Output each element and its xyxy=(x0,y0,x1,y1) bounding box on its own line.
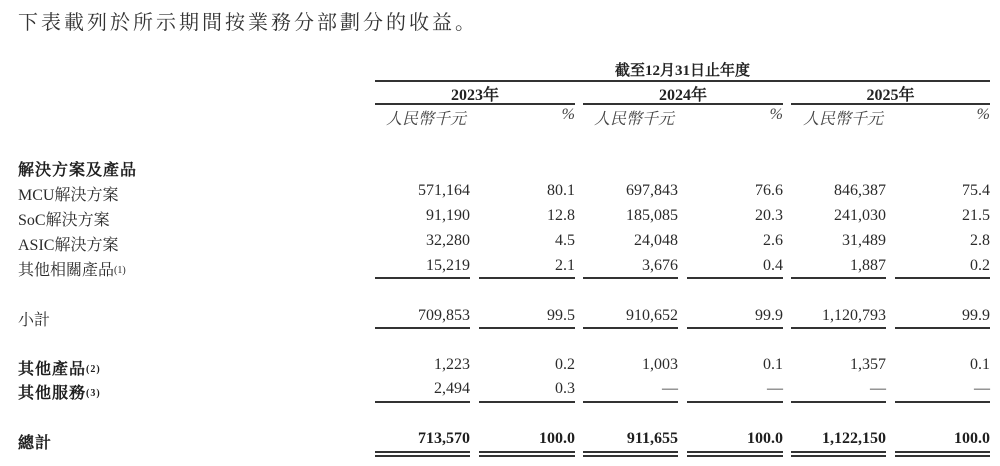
section-heading: 解決方案及產品 xyxy=(18,162,138,179)
total-double-rule xyxy=(895,451,990,457)
cell-2023-pct: 2.1 xyxy=(555,257,575,274)
subtotal-rule-lower xyxy=(687,327,783,329)
table-row-asic xyxy=(0,232,1000,254)
total-double-rule xyxy=(791,451,886,457)
row-label: 其他產品$^{(2)}$ xyxy=(18,361,101,378)
cell-2025-pct: 99.9 xyxy=(962,307,990,324)
cell-2024-amount: 697,843 xyxy=(626,182,678,199)
total-rule-upper xyxy=(687,401,783,403)
cell-2024-amount: — xyxy=(662,380,678,397)
row-label: 其他相關產品$^{(1)}$ xyxy=(18,262,126,279)
cell-2025-amount: 1,887 xyxy=(850,257,886,274)
subtotal-rule-lower xyxy=(791,327,886,329)
row-label: 總計 xyxy=(18,435,53,452)
cell-2023-pct: 100.0 xyxy=(539,430,575,447)
row-label: 其他服務$^{(3)}$ xyxy=(18,385,101,402)
cell-2024-amount: 910,652 xyxy=(626,307,678,324)
unit-label-2024: 人民幣千元 xyxy=(594,111,675,128)
footnote-ref: (2) xyxy=(86,364,101,375)
year-2023-header: 2023年 xyxy=(450,87,499,104)
footnote-ref: (1) xyxy=(114,265,126,276)
row-label: 小計 xyxy=(18,312,51,329)
cell-2025-pct: 100.0 xyxy=(954,430,990,447)
subtotal-rule-upper xyxy=(895,277,990,279)
total-rule-upper xyxy=(791,401,886,403)
unit-label-2025: 人民幣千元 xyxy=(803,111,884,128)
subtotal-rule-upper xyxy=(687,277,783,279)
cell-2024-pct: — xyxy=(767,380,783,397)
cell-2025-pct: 2.8 xyxy=(970,232,990,249)
cell-2023-amount: 709,853 xyxy=(418,307,470,324)
cell-2025-amount: 1,120,793 xyxy=(822,307,886,324)
cell-2023-pct: 0.2 xyxy=(555,356,575,373)
intro-text: 下表載列於所示期間按業務分部劃分的收益。 xyxy=(18,12,478,34)
cell-2023-pct: 99.5 xyxy=(547,307,575,324)
cell-2025-amount: 1,122,150 xyxy=(822,430,886,447)
total-rule-upper xyxy=(583,401,678,403)
cell-2024-amount: 185,085 xyxy=(626,207,678,224)
pct-label-2025: % xyxy=(976,106,990,123)
cell-2023-pct: 12.8 xyxy=(547,207,575,224)
cell-2025-amount: 241,030 xyxy=(834,207,886,224)
cell-2025-amount: 846,387 xyxy=(834,182,886,199)
cell-2025-pct: 0.1 xyxy=(970,356,990,373)
total-double-rule xyxy=(375,451,470,457)
cell-2023-pct: 0.3 xyxy=(555,380,575,397)
cell-2024-amount: 1,003 xyxy=(642,356,678,373)
period-header: 截至12月31日止年度 xyxy=(614,63,750,79)
cell-2024-pct: 2.6 xyxy=(763,232,783,249)
subtotal-rule-lower xyxy=(895,327,990,329)
cell-2024-amount: 911,655 xyxy=(626,430,678,447)
unit-label-2023: 人民幣千元 xyxy=(386,111,467,128)
subtotal-rule-upper xyxy=(479,277,575,279)
row-label: ASIC解決方案 xyxy=(18,237,119,254)
subtotal-rule-upper xyxy=(375,277,470,279)
table-row-subtotal xyxy=(0,307,1000,329)
cell-2025-amount: — xyxy=(870,380,886,397)
year-rule-2025 xyxy=(791,103,990,105)
subtotal-rule-lower xyxy=(583,327,678,329)
row-label: MCU解決方案 xyxy=(18,187,119,204)
cell-2023-amount: 1,223 xyxy=(434,356,470,373)
total-double-rule xyxy=(479,451,575,457)
table-row-other-products xyxy=(0,356,1000,378)
total-double-rule xyxy=(583,451,678,457)
cell-2025-pct: — xyxy=(974,380,990,397)
cell-2024-pct: 100.0 xyxy=(747,430,783,447)
cell-2023-pct: 4.5 xyxy=(555,232,575,249)
subtotal-rule-lower xyxy=(375,327,470,329)
total-rule-upper xyxy=(895,401,990,403)
cell-2025-amount: 1,357 xyxy=(850,356,886,373)
cell-2023-pct: 80.1 xyxy=(547,182,575,199)
year-2024-header: 2024年 xyxy=(658,87,707,104)
year-2025-header: 2025年 xyxy=(866,87,915,104)
table-row-total xyxy=(0,430,1000,452)
cell-2025-pct: 21.5 xyxy=(962,207,990,224)
cell-2024-pct: 99.9 xyxy=(755,307,783,324)
cell-2024-pct: 0.4 xyxy=(763,257,783,274)
pct-label-2024: % xyxy=(769,106,783,123)
row-label: SoC解決方案 xyxy=(18,212,110,229)
subtotal-rule-upper xyxy=(583,277,678,279)
cell-2023-amount: 15,219 xyxy=(426,257,470,274)
cell-2023-amount: 571,164 xyxy=(418,182,470,199)
year-rule-2024 xyxy=(583,103,783,105)
pct-label-2023: % xyxy=(561,106,575,123)
cell-2025-pct: 0.2 xyxy=(970,257,990,274)
subtotal-rule-upper xyxy=(791,277,886,279)
table-row-other-services xyxy=(0,380,1000,402)
table-row-soc xyxy=(0,207,1000,229)
cell-2023-amount: 2,494 xyxy=(434,380,470,397)
table-row-mcu xyxy=(0,182,1000,204)
cell-2025-pct: 75.4 xyxy=(962,182,990,199)
cell-2024-pct: 0.1 xyxy=(763,356,783,373)
cell-2024-pct: 20.3 xyxy=(755,207,783,224)
cell-2023-amount: 713,570 xyxy=(418,430,470,447)
cell-2023-amount: 91,190 xyxy=(426,207,470,224)
cell-2024-amount: 3,676 xyxy=(642,257,678,274)
total-double-rule xyxy=(687,451,783,457)
section-heading-row xyxy=(0,157,1000,179)
total-rule-upper xyxy=(375,401,470,403)
year-rule-2023 xyxy=(375,103,575,105)
cell-2024-amount: 24,048 xyxy=(634,232,678,249)
footnote-ref: (3) xyxy=(86,388,101,399)
cell-2023-amount: 32,280 xyxy=(426,232,470,249)
total-rule-upper xyxy=(479,401,575,403)
cell-2024-pct: 76.6 xyxy=(755,182,783,199)
subtotal-rule-lower xyxy=(479,327,575,329)
cell-2025-amount: 31,489 xyxy=(842,232,886,249)
table-row-other-related xyxy=(0,257,1000,279)
